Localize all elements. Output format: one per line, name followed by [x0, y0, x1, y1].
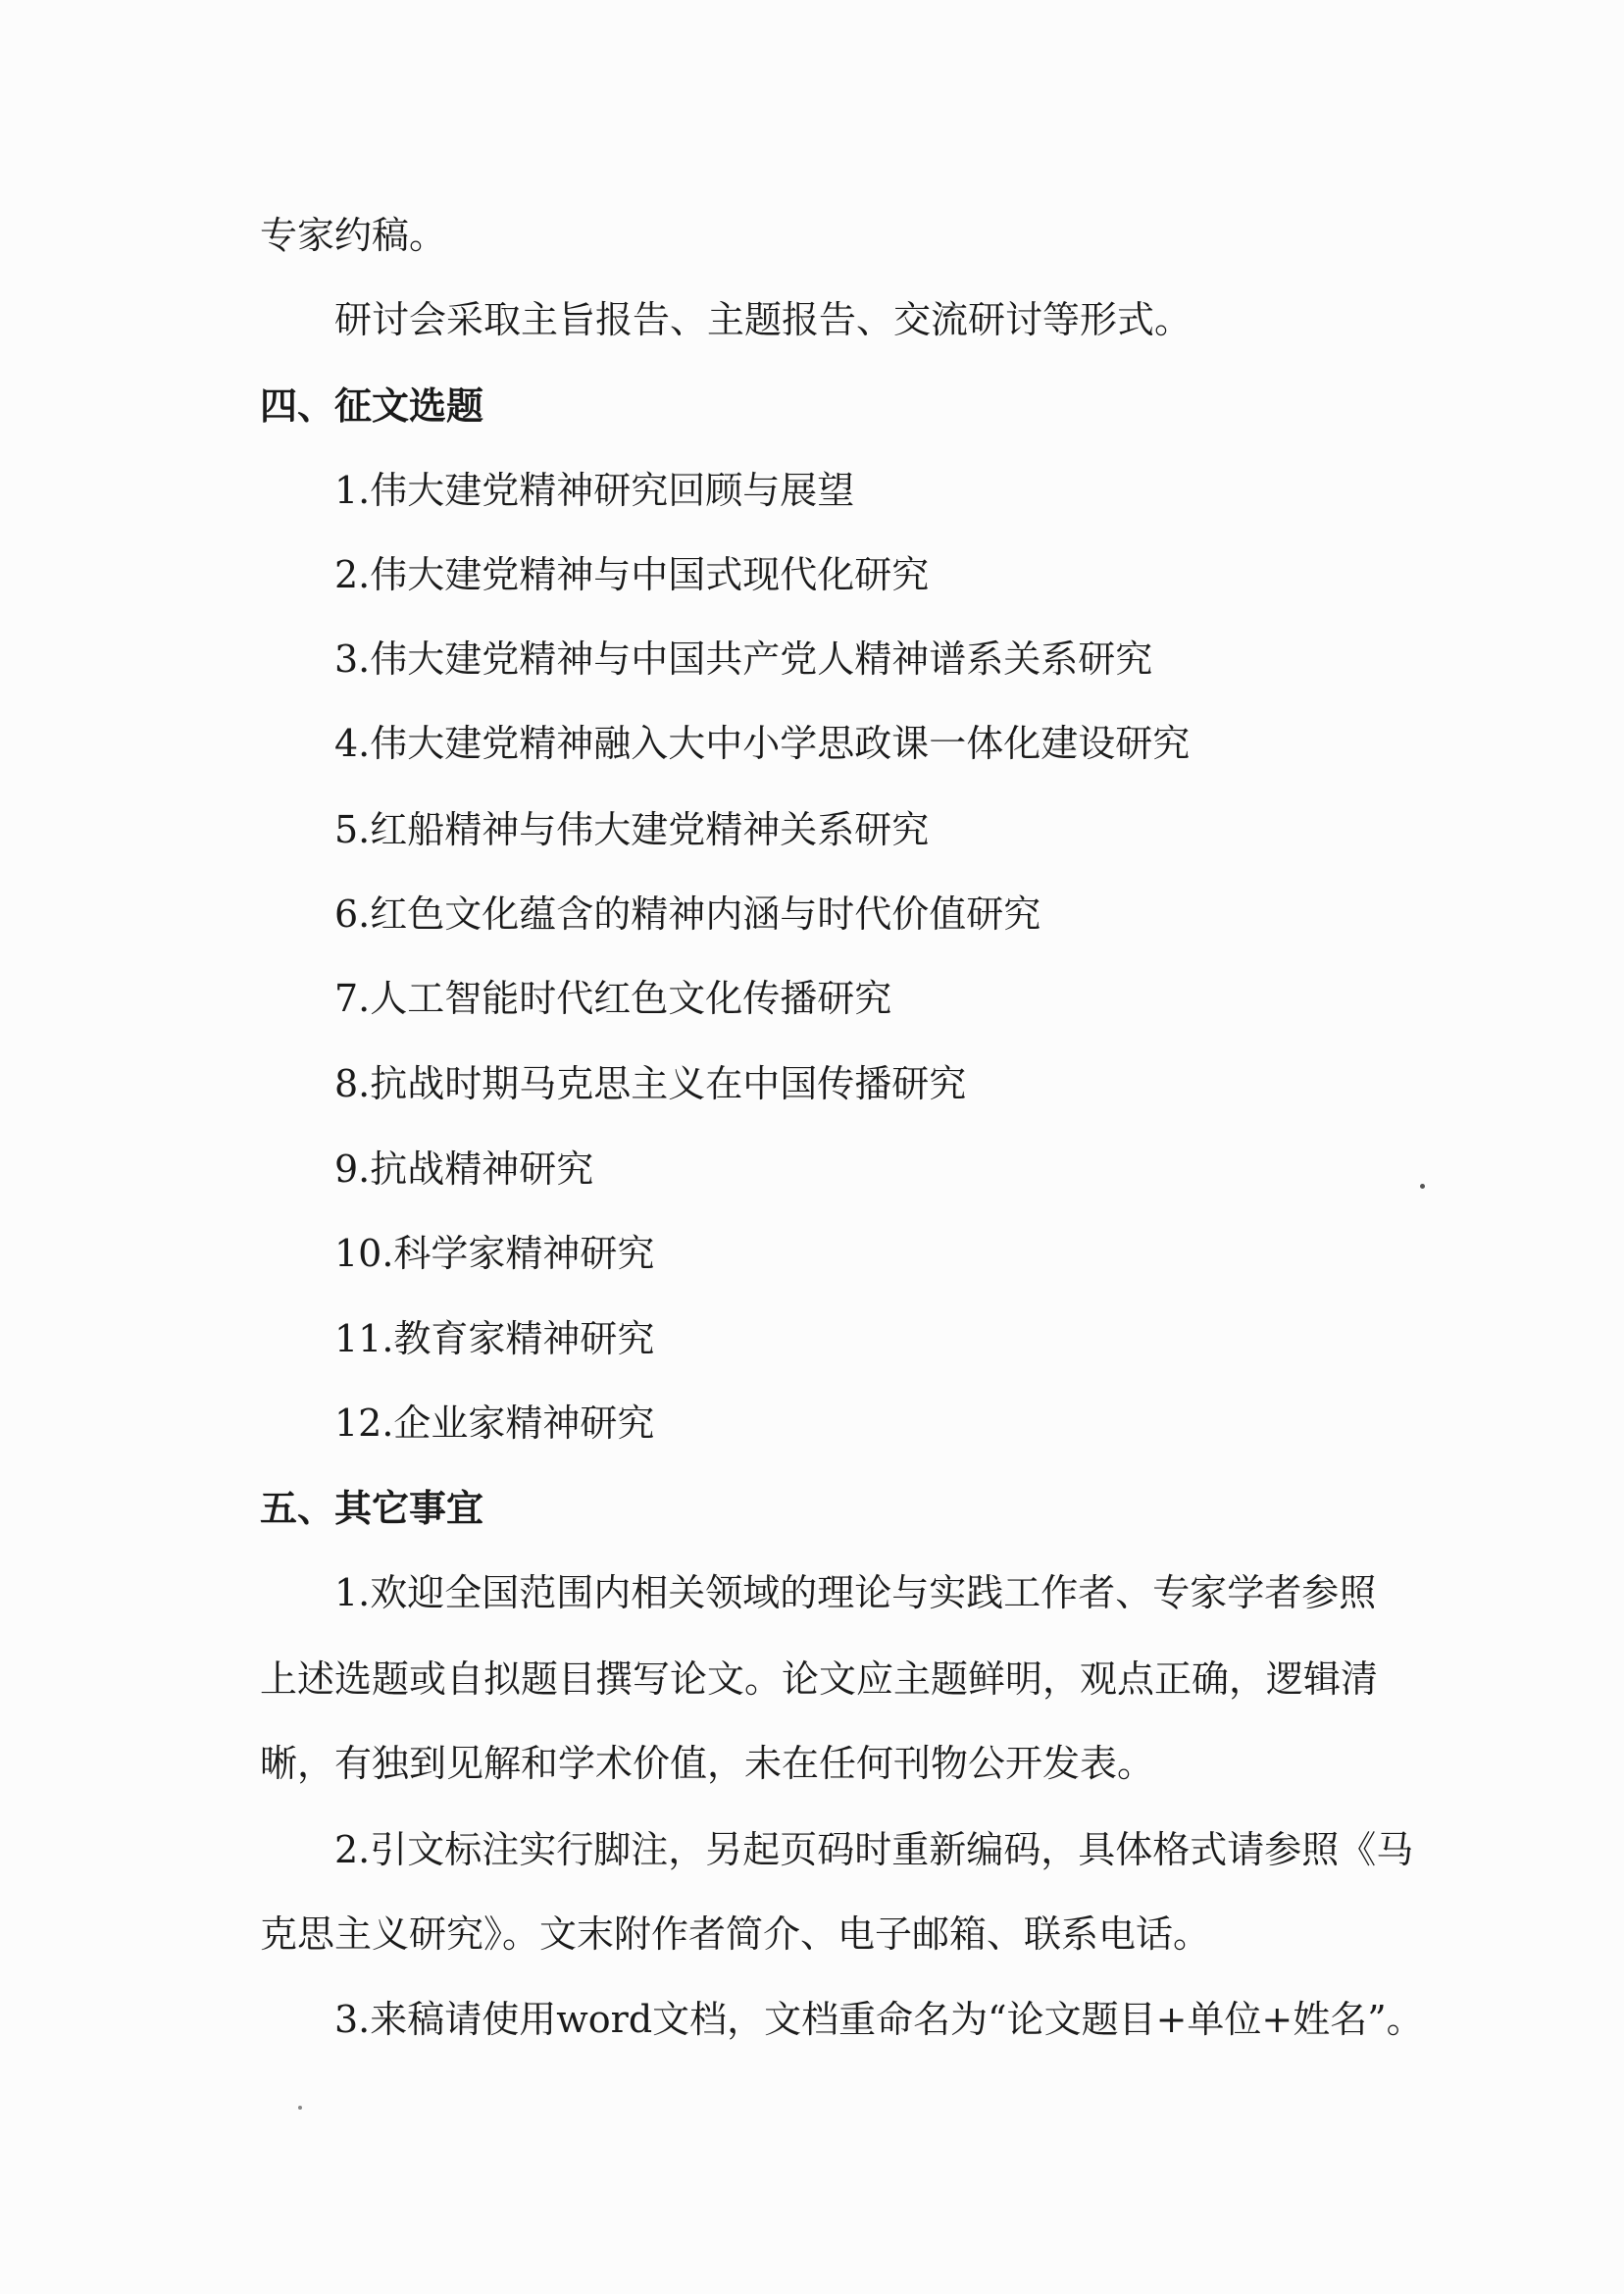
scan-speck: [1420, 1184, 1425, 1189]
topic-item-3: 3.伟大建党精神与中国共产党人精神谱系关系研究: [334, 637, 1153, 681]
topic-item-7: 7.人工智能时代红色文化传播研究: [334, 977, 892, 1020]
format-paragraph: 研讨会采取主旨报告、主题报告、交流研讨等形式。: [334, 298, 1193, 341]
topic-item-6: 6.红色文化蕴含的精神内涵与时代价值研究: [334, 892, 1041, 936]
item3-line1: 3.来稿请使用word文档，文档重命名为“论文题目+单位+姓名”。: [334, 1998, 1424, 2041]
topic-item-9: 9.抗战精神研究: [334, 1147, 594, 1191]
scan-speck: [298, 2106, 302, 2110]
section-heading-other: 五、其它事宜: [260, 1487, 484, 1530]
topic-item-10: 10.科学家精神研究: [334, 1232, 655, 1275]
item2-line2: 克思主义研究》。文末附作者简介、电子邮箱、联系电话。: [260, 1912, 1211, 1956]
item1-line2: 上述选题或自拟题目撰写论文。论文应主题鲜明，观点正确，逻辑清: [260, 1657, 1379, 1701]
section-heading-topics: 四、征文选题: [260, 384, 484, 428]
item2-line1: 2.引文标注实行脚注，另起页码时重新编码，具体格式请参照《马: [334, 1828, 1414, 1871]
item1-line3: 晰，有独到见解和学术价值，未在任何刊物公开发表。: [260, 1742, 1155, 1785]
topic-item-2: 2.伟大建党精神与中国式现代化研究: [334, 553, 930, 596]
topic-item-12: 12.企业家精神研究: [334, 1402, 655, 1445]
topic-item-1: 1.伟大建党精神研究回顾与展望: [334, 469, 855, 512]
topic-item-11: 11.教育家精神研究: [334, 1317, 655, 1360]
topic-item-5: 5.红船精神与伟大建党精神关系研究: [334, 808, 930, 851]
topic-item-4: 4.伟大建党精神融入大中小学思政课一体化建设研究: [334, 722, 1191, 765]
topic-item-8: 8.抗战时期马克思主义在中国传播研究: [334, 1062, 967, 1105]
intro-continuation: 专家约稿。: [260, 214, 447, 257]
item1-line1: 1.欢迎全国范围内相关领域的理论与实践工作者、专家学者参照: [334, 1571, 1377, 1614]
